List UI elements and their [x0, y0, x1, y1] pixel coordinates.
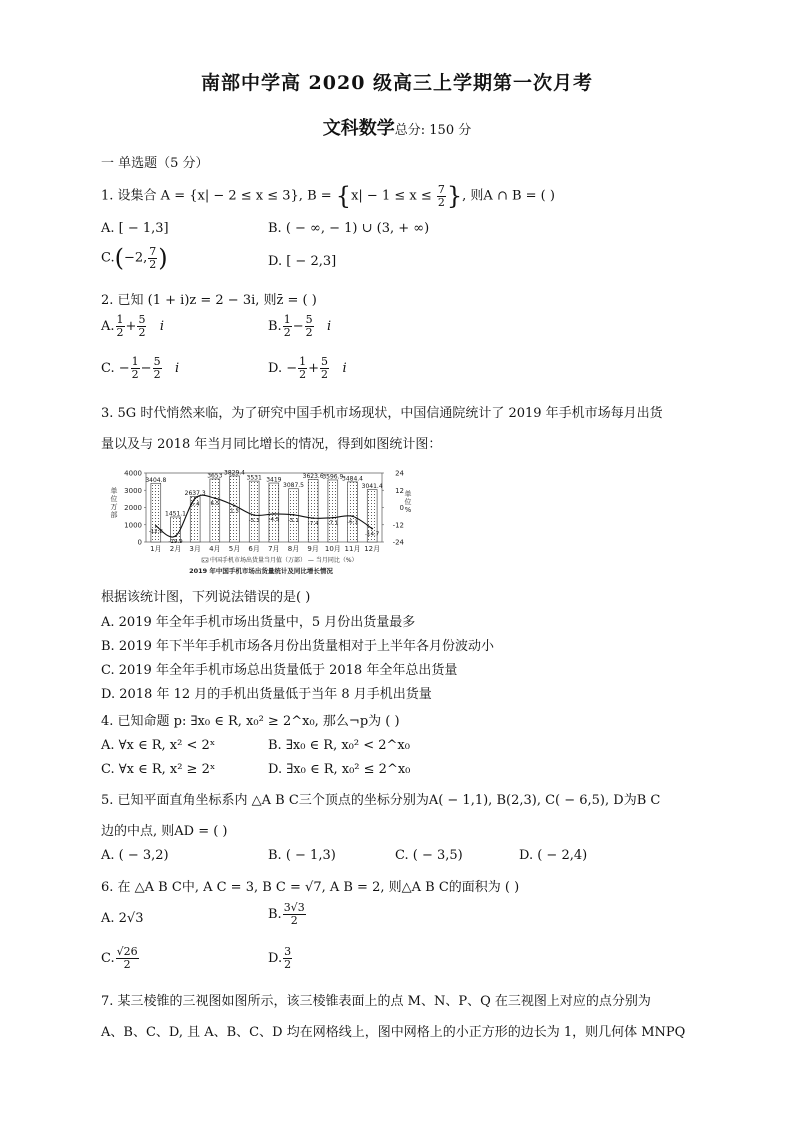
shipment-bar: [269, 483, 279, 542]
left-tick-label: 2000: [124, 504, 142, 512]
yoy-value-label: -12.8: [148, 528, 163, 535]
q2-option-label: B.: [268, 319, 282, 334]
yoy-value-label: 6.4: [190, 501, 200, 508]
bar-value-label: 3653: [207, 472, 223, 480]
question-4-stem: 4. 已知命题 p: ∃x₀ ∈ R, x₀² ≥ 2^x₀, 那么¬p为 ( ): [101, 714, 400, 729]
left-tick-label: 4000: [124, 469, 142, 478]
question-3-prompt: 根据该统计图，下列说法错误的是( ): [101, 590, 311, 605]
q2-option-d: [268, 356, 347, 381]
yoy-value-label: -5.3: [248, 518, 260, 525]
left-axis-label-char: 位: [110, 495, 118, 503]
q1-frac-num: 7: [437, 182, 445, 196]
q2-frac: [283, 314, 292, 339]
yoy-value-label: 6.5: [210, 501, 220, 508]
right-tick-label: -12: [392, 521, 404, 530]
q1-option-b: B. ( − ∞, − 1) ∪ (3, + ∞): [268, 221, 430, 236]
brace-close: }: [446, 182, 463, 210]
chart-legend: 中国手机市场出货量当月值（万部） — 当月同比（%）: [210, 557, 358, 564]
yoy-value-label: -7.4: [307, 521, 319, 528]
question-3-stem-line2: 量以及与 2018 年当月同比增长的情况，得到如图统计图：: [101, 437, 442, 452]
bar-value-label: 3087.5: [283, 482, 304, 490]
q2-num: 5: [321, 355, 329, 368]
yoy-point: [253, 514, 255, 516]
yoy-growth-line: [156, 495, 372, 537]
bar-value-label: 3404.8: [145, 476, 167, 484]
q2-num: 5: [138, 313, 146, 326]
q4-option-b: B. ∃x₀ ∈ R, x₀² < 2^x₀: [268, 738, 410, 753]
yoy-value-label: -19.9: [168, 539, 183, 546]
chart-caption: 2019 年中国手机市场出货量统计及同比增长情况: [189, 567, 333, 575]
yoy-value-label: -4.5: [268, 516, 280, 523]
q5-option-a: A. ( − 3,2): [101, 848, 169, 863]
q2-num: 1: [131, 355, 139, 368]
right-axis-label-char: 单: [404, 490, 412, 498]
q6-option-d: D. $\frac{3}{2}$: [268, 945, 292, 971]
yoy-point: [293, 514, 295, 516]
question-3-stem-line1: 3. 5G 时代悄然来临，为了研究中国手机市场现状，中国信通院统计了 2019 年手机市场每月出货: [101, 406, 663, 421]
chart-line: [155, 495, 373, 537]
x-tick-label: 9月: [307, 545, 319, 553]
q6-d-den: 2: [284, 958, 292, 971]
q3-option-b: B. 2019 年下半年手机市场各月份出货量相对于上半年各月份波动小: [101, 639, 495, 654]
question-2-stem: 2. 已知 (1 + i)z = 2 − 3i, 则z̄ = ( ): [101, 293, 317, 308]
q2-den: 2: [283, 326, 291, 339]
x-tick-label: 12月: [364, 545, 381, 553]
q3-option-a: A. 2019 年全年手机市场出货量中，5 月份出货量最多: [101, 615, 416, 630]
q2-unit: i: [342, 361, 347, 376]
q2-den: 2: [153, 368, 161, 381]
q2-op: −: [140, 361, 152, 376]
q1-option-c-num: 7: [149, 244, 157, 258]
yoy-value-label: -5.1: [288, 517, 299, 524]
paren-open: (: [114, 244, 124, 272]
section-heading: 一 单选题（5 分）: [101, 156, 209, 171]
q2-frac: [305, 314, 314, 339]
yoy-point: [371, 528, 373, 530]
q6-b-num: 3√3: [283, 901, 305, 914]
yoy-point: [194, 497, 196, 499]
q2-option-c: [101, 356, 179, 381]
shipment-chart: [100, 463, 422, 583]
q6-option-a: A. 2√3: [101, 911, 144, 926]
shipment-bar: [348, 482, 358, 542]
x-tick-label: 7月: [268, 545, 280, 553]
left-axis-label-char: 单: [110, 487, 118, 495]
yoy-point: [175, 535, 177, 537]
bar-value-label: 3419: [266, 476, 282, 484]
right-axis-label-char: 位: [404, 498, 412, 506]
right-tick-label: 12: [395, 486, 404, 495]
q2-op: +: [308, 361, 320, 376]
plot-frame: [146, 473, 382, 542]
right-tick-label: 24: [395, 469, 404, 478]
yoy-point: [234, 505, 236, 507]
q2-den: 2: [299, 368, 307, 381]
left-tick-label: 1000: [124, 521, 142, 530]
right-tick-label: 0: [399, 504, 404, 512]
question-7-line2: A、B、C、D, 且 A、B、C、D 均在网格线上，图中网格上的小正方形的边长为 1，则几何体 MNPQ: [101, 1025, 686, 1040]
shipment-bar: [308, 479, 318, 542]
x-tick-label: 3月: [189, 545, 201, 553]
right-tick-label: -24: [392, 538, 404, 547]
q2-frac: [116, 314, 125, 339]
bar-value-label: 3829.4: [224, 469, 245, 477]
yoy-point: [332, 517, 334, 519]
q2-den: 2: [131, 368, 139, 381]
q2-option-label: C.: [101, 361, 115, 376]
brace-open: {: [335, 182, 352, 210]
left-tick-label: 0: [137, 538, 142, 547]
x-tick-label: 11月: [344, 545, 361, 553]
q2-num: 1: [299, 355, 307, 368]
shipment-bar: [249, 481, 259, 542]
q2-sign: −: [118, 361, 130, 376]
q1-option-c-den: 2: [149, 257, 157, 271]
q2-unit: i: [327, 319, 332, 334]
shipment-bar: [328, 480, 338, 542]
left-axis-label-char: 万: [110, 503, 118, 511]
q2-unit: i: [174, 361, 180, 376]
exam-subtitle: [0, 114, 794, 140]
question-5-stem-line2: 边的中点, 则AD = ( ): [101, 824, 228, 839]
question-7-line1: 7. 某三棱锥的三视图如图所示，该三棱锥表面上的点 M、N、P、Q 在三视图上对应的点分别为: [101, 994, 651, 1009]
bar-value-label: 3484.4: [342, 475, 363, 483]
yoy-value-label: 1.3: [230, 508, 239, 515]
left-axis-label-char: 部: [110, 511, 118, 519]
q5-option-b: B. ( − 1,3): [268, 848, 336, 863]
q1-stem-part-c: , 则A ∩ B = ( ): [462, 188, 555, 204]
bar-value-label: 3531: [246, 474, 262, 482]
q2-option-label: A.: [101, 319, 115, 334]
q2-sign: −: [286, 361, 298, 376]
q1-option-c-label: C.: [101, 250, 115, 266]
x-tick-label: 2月: [169, 545, 182, 553]
q2-num: 1: [283, 313, 291, 326]
q2-num: 5: [153, 355, 161, 368]
q1-fraction: [437, 184, 446, 209]
q1-option-c: [101, 244, 168, 272]
q2-den: 2: [138, 326, 146, 339]
q5-option-d: D. ( − 2,4): [519, 848, 588, 863]
x-tick-label: 5月: [228, 545, 241, 553]
q4-option-a: A. ∀x ∈ R, x² < 2ˣ: [101, 738, 216, 753]
bar-value-label: 2637.3: [184, 490, 206, 498]
q2-option-label: D.: [268, 361, 283, 376]
q2-den: 2: [116, 326, 124, 339]
legend-bar-swatch: [202, 558, 208, 562]
q6-option-c-fraction: [116, 946, 139, 971]
chart-bars: [148, 476, 377, 542]
x-tick-label: 10月: [324, 545, 341, 553]
yoy-value-label: -14.7: [365, 531, 380, 538]
bar-value-label: 3623.6: [302, 472, 324, 480]
q6-c-den: 2: [123, 958, 131, 971]
q1-stem-part-a: 1. 设集合 A = {x| − 2 ≤ x ≤ 3}, B =: [101, 188, 336, 204]
yoy-value-label: -6.1: [347, 519, 358, 526]
q2-option-b: [268, 314, 331, 339]
q1-option-c-body: −2,: [124, 250, 148, 266]
bar-value-label: 3596.9: [322, 473, 344, 481]
q6-option-c: C. $\frac{√26}{2}$: [101, 945, 138, 971]
yoy-point: [155, 525, 157, 527]
q4-option-d: D. ∃x₀ ∈ R, x₀² ≤ 2^x₀: [268, 762, 411, 777]
x-tick-label: 8月: [287, 545, 300, 553]
q6-c-num: √26: [116, 945, 138, 958]
q2-frac: [298, 356, 307, 381]
q6-option-d-fraction: [283, 946, 292, 971]
exam-title: 南部中学高 2020 级高三上学期第一次月考: [200, 72, 594, 94]
q1-option-c-fraction: [148, 246, 157, 271]
bar-value-label: 3041.4: [361, 483, 383, 491]
q2-op: −: [292, 319, 304, 334]
q2-frac: [131, 356, 140, 381]
q2-frac: [153, 356, 162, 381]
paren-close: ): [158, 244, 168, 272]
q5-option-c: C. ( − 3,5): [395, 848, 463, 863]
q1-option-a: A. [ − 1,3]: [101, 221, 169, 236]
left-tick-label: 3000: [124, 486, 142, 495]
x-tick-label: 6月: [248, 545, 260, 553]
yoy-value-label: -7.1: [327, 520, 339, 527]
total-score: 总分: 150 分: [394, 123, 472, 138]
q2-num: 1: [116, 313, 124, 326]
q2-option-a: [101, 314, 164, 339]
q2-num: 5: [305, 313, 313, 326]
q1-stem-part-b: x| − 1 ≤ x ≤: [351, 188, 436, 204]
subject-label: 文科数学: [322, 118, 395, 139]
q2-op: +: [125, 319, 137, 334]
q3-option-d: D. 2018 年 12 月的手机出货量低于当年 8 月手机出货量: [101, 687, 432, 702]
question-6-stem: 6. 在 △A B C中, A C = 3, B C = √7, A B = 2, 则△A B C的面积为 ( ): [101, 880, 520, 895]
yoy-point: [312, 517, 314, 519]
bar-value-label: 1451.1: [165, 510, 186, 518]
shipment-bar: [210, 479, 220, 542]
x-tick-label: 4月: [209, 545, 221, 553]
x-tick-label: 1月: [150, 545, 162, 553]
q1-frac-den: 2: [437, 195, 445, 209]
q6-b-den: 2: [290, 914, 298, 927]
yoy-point: [214, 497, 216, 499]
right-axis-label-char: %: [404, 506, 412, 514]
q2-frac: [137, 314, 146, 339]
q2-den: 2: [305, 326, 313, 339]
yoy-point: [273, 513, 275, 515]
q2-den: 2: [321, 368, 329, 381]
q2-unit: i: [159, 319, 165, 334]
q6-d-num: 3: [284, 945, 292, 958]
q2-frac: [320, 356, 329, 381]
q6-option-b: B. $\frac{3√3}{2}$: [268, 901, 305, 927]
q4-option-c: C. ∀x ∈ R, x² ≥ 2ˣ: [101, 762, 216, 777]
question-5-stem-line1: 5. 已知平面直角坐标系内 △A B C三个顶点的坐标分别为A( − 1,1), B(2,3), C( − 6,5), D为B C: [101, 793, 661, 808]
q3-option-c: C. 2019 年全年手机市场总出货量低于 2018 年全年总出货量: [101, 663, 458, 678]
q1-option-d: D. [ − 2,3]: [268, 254, 337, 269]
q6-option-b-fraction: [283, 902, 306, 927]
question-1-stem: [101, 182, 555, 210]
yoy-point: [352, 515, 354, 517]
